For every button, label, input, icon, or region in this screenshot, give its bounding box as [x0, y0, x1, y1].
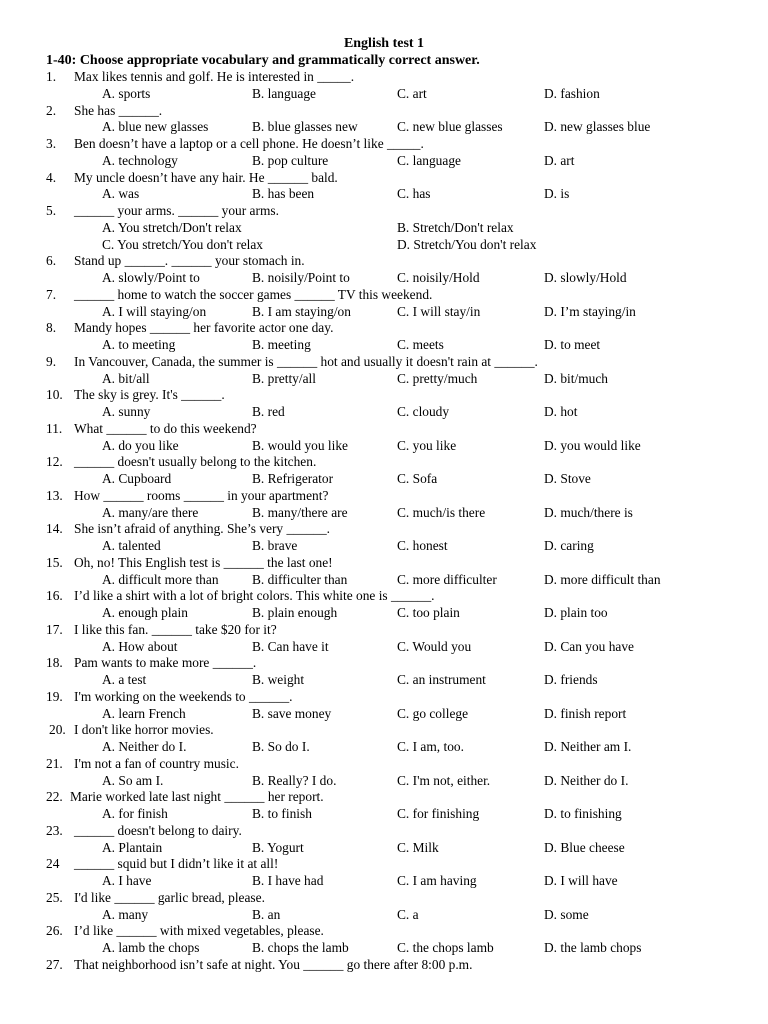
answer-options — [0, 940, 768, 957]
answer-option-b[interactable]: B. Yogurt — [252, 839, 304, 855]
question-stem: She isn’t afraid of anything. She’s very ______. — [74, 521, 330, 537]
answer-option-d[interactable]: D. is — [544, 186, 570, 202]
question-25 — [0, 890, 768, 907]
answer-option-b[interactable]: B. pretty/all — [252, 370, 316, 386]
answer-option-c[interactable]: C. art — [397, 85, 427, 101]
question-14 — [0, 521, 768, 538]
answer-option-b[interactable]: B. chops the lamb — [252, 940, 349, 955]
answer-option-c[interactable]: C. much/is there — [397, 504, 486, 520]
answer-option-b[interactable]: B. would you like — [252, 437, 348, 453]
answer-option-d[interactable]: D. much/there is — [544, 504, 633, 520]
answer-option-b[interactable]: B. an — [252, 906, 281, 922]
answer-option-c[interactable]: C. for finishing — [397, 806, 480, 821]
instructions: 1-40: Choose appropriate vocabulary and grammatically correct answer. — [46, 53, 480, 68]
answer-option-d[interactable]: D. caring — [544, 538, 594, 553]
answer-options — [0, 438, 768, 455]
answer-options — [0, 806, 768, 823]
answer-options — [0, 538, 768, 555]
answer-option-b[interactable]: B. I have had — [252, 873, 324, 888]
answer-option-d[interactable]: D. bit/much — [544, 370, 608, 386]
page-title: English test 1 — [343, 36, 425, 51]
question-21 — [0, 756, 768, 773]
answer-option-d[interactable]: D. you would like — [544, 437, 641, 453]
question-number: 22. — [46, 789, 63, 805]
answer-option-a[interactable]: A. a test — [102, 672, 147, 687]
question-number: 21. — [46, 755, 63, 771]
answer-options — [0, 672, 768, 689]
question-2 — [0, 103, 768, 120]
answer-option-d[interactable]: D. Blue cheese — [544, 839, 625, 855]
answer-option-c[interactable]: C. the chops lamb — [397, 940, 494, 955]
answer-options — [0, 153, 768, 170]
answer-option-b[interactable]: B. pop culture — [252, 152, 329, 168]
answer-option-a[interactable]: A. enough plain — [102, 605, 188, 620]
answer-options — [0, 270, 768, 287]
question-number: 16. — [46, 588, 63, 604]
answer-option-c[interactable]: C. Sofa — [397, 471, 438, 486]
answer-option-c[interactable]: C. has — [397, 186, 431, 202]
answer-option-d[interactable]: D. friends — [544, 672, 598, 687]
question-stem: Max likes tennis and golf. He is interested in _____. — [74, 69, 355, 84]
answer-option-a[interactable]: A. difficult more than — [102, 571, 219, 587]
question-number: 7. — [46, 286, 57, 302]
answer-option-b[interactable]: B. Refrigerator — [252, 471, 334, 486]
question-26 — [0, 923, 768, 940]
answer-option-b[interactable]: B. language — [252, 85, 316, 101]
answer-options — [0, 304, 768, 321]
answer-option-d[interactable]: D. fashion — [544, 85, 600, 101]
question-stem: The sky is grey. It's ______. — [74, 387, 225, 403]
question-stem: My uncle doesn’t have any hair. He ______ bald. — [74, 169, 338, 185]
answer-option-d[interactable]: D. Can you have — [544, 638, 634, 654]
answer-option-a[interactable]: A. technology — [102, 152, 178, 168]
question-6 — [0, 253, 768, 270]
question-11 — [0, 421, 768, 438]
answer-option-c[interactable]: C. honest — [397, 538, 448, 553]
answer-option-c[interactable]: C. more difficulter — [397, 571, 497, 587]
answer-option-c[interactable]: C. new blue glasses — [397, 119, 503, 135]
question-13 — [0, 488, 768, 505]
answer-option-a[interactable]: A. I will staying/on — [102, 303, 207, 319]
answer-option-b[interactable]: B. save money — [252, 705, 332, 721]
question-stem: That neighborhood isn’t safe at night. You ______ go there after 8:00 p.m. — [74, 956, 473, 972]
question-19 — [0, 689, 768, 706]
question-stem: How ______ rooms ______ in your apartment? — [74, 487, 329, 503]
answer-option-a[interactable]: A. How about — [102, 638, 178, 654]
answer-option-d[interactable]: D. more difficult than — [544, 571, 661, 587]
answer-options — [0, 739, 768, 756]
question-stem: ______ squid but I didn’t like it at all! — [74, 856, 279, 872]
answer-option-d[interactable]: D. Neither do I. — [544, 772, 629, 788]
answer-option-a[interactable]: A. many — [102, 906, 149, 922]
answer-option-a[interactable]: A. So am I. — [102, 772, 164, 788]
question-number: 11. — [46, 420, 63, 436]
question-number: 8. — [46, 320, 57, 336]
answer-option-b[interactable]: B. Really? I do. — [252, 772, 337, 788]
answer-option-c[interactable]: C. cloudy — [397, 404, 450, 419]
answer-option-a[interactable]: A. for finish — [102, 806, 168, 821]
answer-option-c[interactable]: C. pretty/much — [397, 370, 478, 386]
question-stem: What ______ to do this weekend? — [74, 420, 257, 436]
question-number: 14. — [46, 521, 63, 537]
answer-option-d[interactable]: D. Stove — [544, 471, 591, 486]
answer-option-d[interactable]: D. Stretch/You don't relax — [397, 236, 537, 252]
question-number: 27. — [46, 956, 63, 972]
answer-option-b[interactable]: B. to finish — [252, 806, 312, 821]
question-5 — [0, 203, 768, 220]
answer-options — [0, 404, 768, 421]
answer-option-c[interactable]: C. a — [397, 906, 419, 922]
answer-option-d[interactable]: D. I’m staying/in — [544, 303, 636, 319]
answer-option-a[interactable]: A. Neither do I. — [102, 739, 187, 754]
answer-options — [0, 237, 768, 254]
question-stem: I'm working on the weekends to ______. — [74, 688, 293, 704]
question-stem: I’d like a shirt with a lot of bright colors. This white one is ______. — [74, 588, 435, 604]
answer-options — [0, 572, 768, 589]
answer-option-b[interactable]: B. So do I. — [252, 739, 310, 754]
answer-option-a[interactable]: A. You stretch/Don't relax — [102, 219, 242, 235]
answer-option-a[interactable]: A. lamb the chops — [102, 940, 200, 955]
question-number: 23. — [46, 822, 63, 838]
question-10 — [0, 387, 768, 404]
question-stem: I'm not a fan of country music. — [74, 755, 239, 771]
question-stem: Pam wants to make more ______. — [74, 655, 257, 671]
answer-option-a[interactable]: A. Plantain — [102, 839, 163, 855]
answer-options — [0, 505, 768, 522]
question-number: 18. — [46, 655, 63, 671]
answer-option-c[interactable]: C. too plain — [397, 605, 460, 620]
answer-option-d[interactable]: D. slowly/Hold — [544, 270, 627, 285]
answer-option-b[interactable]: B. meeting — [252, 337, 311, 352]
answer-option-a[interactable]: A. was — [102, 186, 140, 202]
answer-options — [0, 907, 768, 924]
question-stem: ______ home to watch the soccer games ______ TV this weekend. — [74, 286, 433, 302]
question-stem: Oh, no! This English test is ______ the last one! — [74, 554, 333, 570]
answer-option-b[interactable]: B. noisily/Point to — [252, 270, 350, 285]
answer-option-d[interactable]: D. finish report — [544, 705, 627, 721]
question-16 — [0, 588, 768, 605]
question-stem: In Vancouver, Canada, the summer is ______ hot and usually it doesn't rain at ______. — [74, 353, 538, 369]
question-stem: I’d like ______ with mixed vegetables, please. — [74, 923, 324, 939]
question-stem: She has ______. — [74, 102, 163, 118]
question-4 — [0, 170, 768, 187]
question-number: 19. — [46, 688, 63, 704]
answer-option-b[interactable]: B. plain enough — [252, 605, 338, 620]
answer-option-a[interactable]: A. I have — [102, 873, 152, 888]
answer-option-a[interactable]: A. to meeting — [102, 337, 176, 352]
answer-options — [0, 119, 768, 136]
answer-option-a[interactable]: A. sunny — [102, 404, 151, 419]
question-stem: I don't like horror movies. — [74, 722, 214, 738]
answer-options — [0, 471, 768, 488]
question-number: 15. — [46, 554, 63, 570]
answer-option-c[interactable]: C. I'm not, either. — [397, 772, 491, 788]
answer-option-c[interactable]: C. noisily/Hold — [397, 270, 480, 285]
question-number: 12. — [46, 454, 63, 470]
question-24 — [0, 856, 768, 873]
answer-option-a[interactable]: A. Cupboard — [102, 471, 172, 486]
question-stem: Marie worked late last night ______ her report. — [70, 789, 324, 805]
answer-option-d[interactable]: D. new glasses blue — [544, 119, 651, 135]
answer-option-d[interactable]: D. Neither am I. — [544, 739, 632, 754]
answer-options — [0, 337, 768, 354]
answer-option-b[interactable]: B. Stretch/Don't relax — [397, 219, 514, 235]
answer-option-c[interactable]: C. Would you — [397, 638, 472, 654]
answer-option-a[interactable]: A. do you like — [102, 437, 179, 453]
question-number: 13. — [46, 487, 63, 503]
answer-options — [0, 706, 768, 723]
question-number: 25. — [46, 889, 63, 905]
question-number: 5. — [46, 203, 57, 218]
answer-option-b[interactable]: B. brave — [252, 538, 298, 553]
answer-option-b[interactable]: B. Can have it — [252, 638, 329, 654]
question-22 — [0, 789, 768, 806]
question-list — [0, 69, 768, 974]
answer-option-c[interactable]: C. I will stay/in — [397, 303, 481, 319]
question-stem: ______ your arms. ______ your arms. — [74, 203, 279, 218]
question-number: 6. — [46, 253, 57, 269]
answer-option-d[interactable]: D. I will have — [544, 873, 618, 888]
answer-option-a[interactable]: A. sports — [102, 85, 151, 101]
answer-options — [0, 840, 768, 857]
answer-option-d[interactable]: D. hot — [544, 404, 578, 419]
question-23 — [0, 823, 768, 840]
answer-option-a[interactable]: A. slowly/Point to — [102, 270, 200, 285]
question-number: 20. — [49, 722, 66, 738]
question-stem: ______ doesn't belong to dairy. — [74, 822, 242, 838]
question-number: 2. — [46, 102, 57, 118]
answer-option-b[interactable]: B. I am staying/on — [252, 303, 351, 319]
answer-options — [0, 773, 768, 790]
question-stem: ______ doesn't usually belong to the kitchen. — [74, 454, 317, 470]
question-17 — [0, 622, 768, 639]
answer-option-d[interactable]: D. art — [544, 152, 575, 168]
answer-option-b[interactable]: B. has been — [252, 186, 315, 202]
answer-option-a[interactable]: A. bit/all — [102, 370, 150, 386]
answer-option-b[interactable]: B. blue glasses new — [252, 119, 358, 135]
answer-option-c[interactable]: C. language — [397, 152, 461, 168]
question-number: 9. — [46, 353, 57, 369]
answer-option-c[interactable]: C. I am having — [397, 873, 477, 888]
answer-option-d[interactable]: D. to meet — [544, 337, 601, 352]
answer-option-b[interactable]: B. many/there are — [252, 504, 348, 520]
question-15 — [0, 555, 768, 572]
question-number: 24 — [46, 856, 60, 872]
question-8 — [0, 320, 768, 337]
answer-option-a[interactable]: A. talented — [102, 538, 161, 553]
question-stem: I like this fan. ______ take $20 for it? — [74, 621, 277, 637]
answer-option-d[interactable]: D. plain too — [544, 605, 608, 620]
answer-options — [0, 371, 768, 388]
question-number: 17. — [46, 621, 63, 637]
question-stem: Ben doesn’t have a laptop or a cell phone. He doesn’t like _____. — [74, 136, 424, 151]
answer-option-a[interactable]: A. learn French — [102, 705, 186, 721]
answer-option-b[interactable]: B. difficulter than — [252, 571, 348, 587]
question-12 — [0, 454, 768, 471]
answer-option-c[interactable]: C. meets — [397, 337, 444, 352]
answer-option-d[interactable]: D. some — [544, 906, 589, 922]
answer-options — [0, 605, 768, 622]
question-number: 26. — [46, 923, 63, 939]
answer-option-b[interactable]: B. red — [252, 404, 285, 419]
question-9 — [0, 354, 768, 371]
question-stem: Mandy hopes ______ her favorite actor one day. — [74, 320, 334, 336]
question-number: 10. — [46, 387, 63, 403]
question-number: 4. — [46, 169, 57, 185]
question-stem: Stand up ______. ______ your stomach in. — [74, 253, 305, 269]
answer-options — [0, 186, 768, 203]
answer-options — [0, 873, 768, 890]
question-stem: I'd like ______ garlic bread, please. — [74, 889, 265, 905]
answer-option-c[interactable]: C. I am, too. — [397, 739, 464, 754]
answer-options — [0, 220, 768, 237]
answer-option-d[interactable]: D. to finishing — [544, 806, 622, 821]
answer-option-c[interactable]: C. you like — [397, 437, 457, 453]
question-7 — [0, 287, 768, 304]
question-number: 3. — [46, 136, 57, 151]
answer-option-c[interactable]: C. an instrument — [397, 672, 486, 687]
answer-options — [0, 86, 768, 103]
answer-option-c[interactable]: C. Milk — [397, 839, 439, 855]
question-3 — [0, 136, 768, 153]
answer-options — [0, 639, 768, 656]
question-27 — [0, 957, 768, 974]
question-18 — [0, 655, 768, 672]
question-number: 1. — [46, 69, 57, 84]
answer-option-b[interactable]: B. weight — [252, 672, 305, 687]
answer-option-d[interactable]: D. the lamb chops — [544, 940, 642, 955]
answer-option-c[interactable]: C. go college — [397, 705, 469, 721]
question-1 — [0, 69, 768, 86]
answer-option-a[interactable]: A. many/are there — [102, 504, 199, 520]
question-20 — [0, 722, 768, 739]
answer-option-a[interactable]: A. blue new glasses — [102, 119, 209, 135]
answer-option-c[interactable]: C. You stretch/You don't relax — [102, 236, 264, 252]
